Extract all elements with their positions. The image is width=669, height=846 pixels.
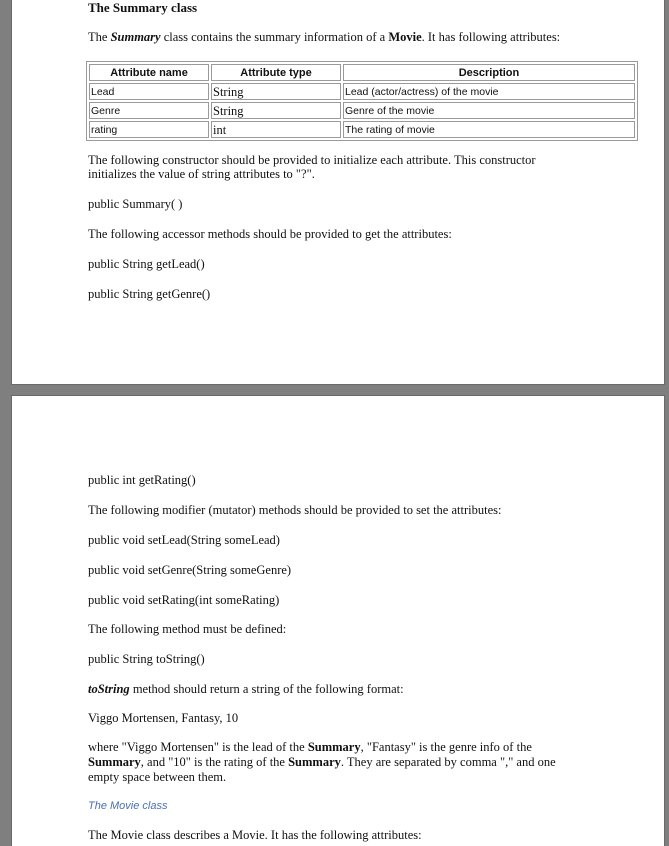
where-summary-3: Summary [288,755,341,769]
intro-class-name: Summary [110,30,161,44]
cell-type: String [211,102,341,119]
set-rating-signature: public void setRating(int someRating) [88,593,280,607]
document-page-1 [12,0,664,384]
example-output: Viggo Mortensen, Fantasy, 10 [88,711,239,725]
tostring-description [88,682,404,697]
section-heading: The Summary class [88,0,198,15]
where-text-1: where "Viggo Mortensen" is the lead of the [88,740,308,754]
table-row [89,83,635,100]
where-line-2 [88,755,556,770]
where-summary-1: Summary [307,740,361,754]
get-lead-signature: public String getLead() [88,257,205,271]
attributes-table [86,61,638,141]
tostring-method-name: toString [88,682,130,696]
constructor-signature: public Summary( ) [88,197,183,211]
cell-type: int [211,121,341,138]
movie-class-heading: The Movie class [88,800,168,812]
tostring-signature: public String toString() [88,652,205,666]
constructor-text-line-2: initializes the value of string attributes to "?". [88,167,315,181]
intro-movie: Movie [388,30,422,44]
cell-desc: Genre of the movie [343,102,635,119]
set-lead-signature: public void setLead(String someLead) [88,533,280,547]
cell-desc: The rating of movie [343,121,635,138]
document-page-2 [12,396,664,846]
get-genre-signature: public String getGenre() [88,287,211,301]
cell-type: String [211,83,341,100]
tostring-desc-text: method should return a string of the following format: [129,682,404,696]
where-text-4: . They are separated by comma "," and one [340,755,556,769]
header-description: Description [343,64,635,81]
where-text-2: , "Fantasy" is the genre info of the [360,740,532,754]
intro-text-1: The [88,30,111,44]
intro-text-3: . It has following attributes: [421,30,561,44]
header-attribute-name: Attribute name [89,64,209,81]
cell-name: rating [89,121,209,138]
where-line-1 [88,740,532,755]
table-row [89,102,635,119]
mutator-intro: The following modifier (mutator) methods should be provided to set the attributes: [88,503,502,517]
table-header-row [89,64,635,81]
cell-desc: Lead (actor/actress) of the movie [343,83,635,100]
cell-name: Genre [89,102,209,119]
method-intro: The following method must be defined: [88,622,287,636]
where-text-3: , and "10" is the rating of the [140,755,289,769]
cutoff-text-line: The Movie class describes a Movie. It has the following attributes: [88,828,422,842]
where-line-3: empty space between them. [88,770,227,784]
intro-paragraph [88,30,560,45]
set-genre-signature: public void setGenre(String someGenre) [88,563,292,577]
where-summary-2: Summary [88,755,141,769]
intro-text-2: class contains the summary information of a [160,30,389,44]
constructor-text-line-1: The following constructor should be provided to initialize each attribute. This constructor [88,153,536,167]
header-attribute-type: Attribute type [211,64,341,81]
table-row [89,121,635,138]
cell-name: Lead [89,83,209,100]
get-rating-signature: public int getRating() [88,473,196,487]
accessor-intro: The following accessor methods should be provided to get the attributes: [88,227,452,241]
